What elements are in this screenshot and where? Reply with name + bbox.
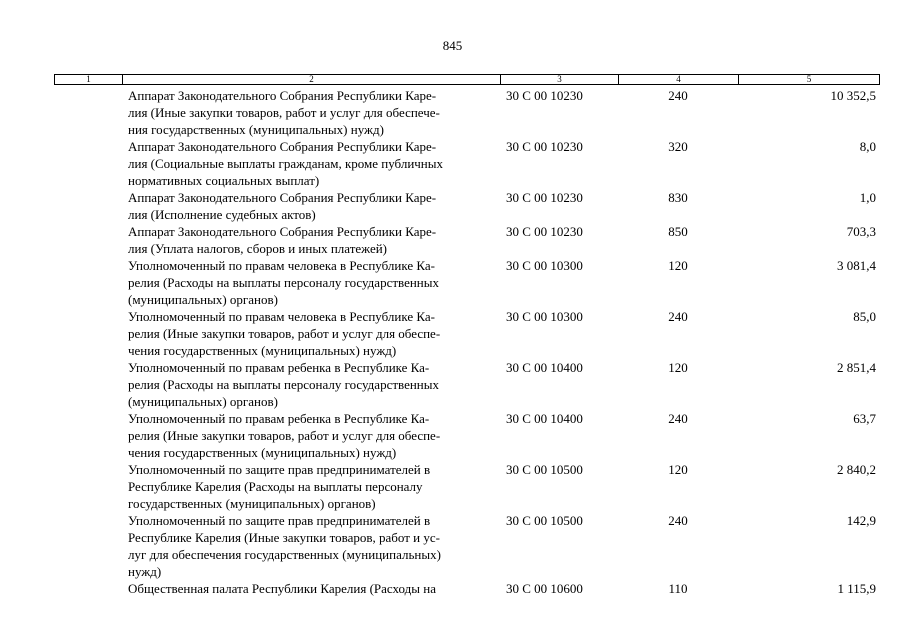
row-code: 30 С 00 10230 xyxy=(506,224,583,239)
row-code: 30 С 00 10300 xyxy=(506,309,583,324)
row-code: 30 С 00 10400 xyxy=(506,360,583,375)
row-spacer xyxy=(54,189,128,223)
row-spacer xyxy=(54,461,128,512)
row-spacer xyxy=(54,359,128,410)
description-line: Уполномоченный по защите прав предпринимателей в xyxy=(128,462,431,477)
row-spacer xyxy=(54,257,128,308)
row-amount: 2 851,4 xyxy=(837,360,876,375)
description-line: лия (Уплата налогов, сборов и иных платежей) xyxy=(128,241,388,256)
row-type: 240 xyxy=(668,513,688,528)
table-row xyxy=(54,410,880,461)
row-amount: 1 115,9 xyxy=(837,581,876,596)
description-line: Аппарат Законодательного Собрания Республики Каре- xyxy=(128,190,437,205)
row-amount: 63,7 xyxy=(853,411,876,426)
description-line: (муниципальных) органов) xyxy=(128,292,278,307)
table-row xyxy=(54,308,880,359)
row-description xyxy=(128,359,500,410)
description-line: лия (Социальные выплаты гражданам, кроме публичных xyxy=(128,156,444,171)
header-col-2: 2 xyxy=(123,75,501,84)
row-amount: 10 352,5 xyxy=(830,88,876,103)
row-description xyxy=(128,580,500,597)
description-line: Уполномоченный по правам ребенка в Республике Ка- xyxy=(128,411,430,426)
row-type: 850 xyxy=(668,224,688,239)
row-type: 240 xyxy=(668,88,688,103)
description-line: релия (Иные закупки товаров, работ и услуг для обеспе- xyxy=(128,428,441,443)
row-description xyxy=(128,138,500,189)
row-type: 320 xyxy=(668,139,688,154)
description-line: релия (Расходы на выплаты персоналу государственных xyxy=(128,275,439,290)
description-line: Уполномоченный по правам ребенка в Республике Ка- xyxy=(128,360,430,375)
row-description xyxy=(128,87,500,138)
row-description xyxy=(128,512,500,580)
row-type: 120 xyxy=(668,360,688,375)
table-row xyxy=(54,223,880,257)
row-type: 120 xyxy=(668,258,688,273)
description-line: чения государственных (муниципальных) нужд) xyxy=(128,343,397,358)
page-number: 845 xyxy=(442,38,463,53)
table-row xyxy=(54,461,880,512)
description-line: нормативных социальных выплат) xyxy=(128,173,320,188)
row-code: 30 С 00 10230 xyxy=(506,88,583,103)
row-description xyxy=(128,308,500,359)
description-line: Аппарат Законодательного Собрания Республики Каре- xyxy=(128,224,437,239)
header-col-1: 1 xyxy=(55,75,123,84)
row-code: 30 С 00 10230 xyxy=(506,139,583,154)
description-line: релия (Расходы на выплаты персоналу государственных xyxy=(128,377,439,392)
row-code: 30 С 00 10400 xyxy=(506,411,583,426)
row-code: 30 С 00 10300 xyxy=(506,258,583,273)
description-line: Республике Карелия (Иные закупки товаров, работ и ус- xyxy=(128,530,440,545)
header-col-3: 3 xyxy=(501,75,619,84)
row-type: 240 xyxy=(668,411,688,426)
row-spacer xyxy=(54,138,128,189)
description-line: лия (Исполнение судебных актов) xyxy=(128,207,316,222)
description-line: Аппарат Законодательного Собрания Республики Каре- xyxy=(128,88,437,103)
row-amount: 3 081,4 xyxy=(837,258,876,273)
description-line: Уполномоченный по правам человека в Республике Ка- xyxy=(128,309,435,324)
table-row xyxy=(54,138,880,189)
row-spacer xyxy=(54,87,128,138)
row-amount: 703,3 xyxy=(846,224,876,239)
row-code: 30 С 00 10600 xyxy=(506,581,583,596)
header-col-5: 5 xyxy=(806,74,812,84)
description-line: Общественная палата Республики Карелия (Расходы на xyxy=(128,581,436,596)
header-col-4: 4 xyxy=(619,75,739,84)
row-description xyxy=(128,189,500,223)
row-type: 120 xyxy=(668,462,688,477)
row-description xyxy=(128,410,500,461)
description-line: чения государственных (муниципальных) нужд) xyxy=(128,445,397,460)
table-body xyxy=(54,87,880,597)
table-row xyxy=(54,580,880,597)
row-amount: 85,0 xyxy=(853,309,876,324)
table-row xyxy=(54,257,880,308)
description-line: луг для обеспечения государственных (муниципальных) xyxy=(128,547,441,562)
row-type: 240 xyxy=(668,309,688,324)
row-code: 30 С 00 10500 xyxy=(506,513,583,528)
description-line: Уполномоченный по правам человека в Республике Ка- xyxy=(128,258,435,273)
row-spacer xyxy=(54,512,128,580)
row-amount: 142,9 xyxy=(846,513,876,528)
row-spacer xyxy=(54,410,128,461)
row-type: 830 xyxy=(668,190,688,205)
description-line: Уполномоченный по защите прав предпринимателей в xyxy=(128,513,431,528)
row-spacer xyxy=(54,223,128,257)
row-description xyxy=(128,223,500,257)
row-description xyxy=(128,257,500,308)
row-description xyxy=(128,461,500,512)
row-code: 30 С 00 10230 xyxy=(506,190,583,205)
row-amount: 1,0 xyxy=(859,190,876,205)
description-line: Аппарат Законодательного Собрания Республики Каре- xyxy=(128,139,437,154)
table-header xyxy=(54,74,880,85)
row-spacer xyxy=(54,308,128,359)
description-line: нужд) xyxy=(128,564,162,579)
table-row xyxy=(54,512,880,580)
description-line: лия (Иные закупки товаров, работ и услуг для обеспече- xyxy=(128,105,440,120)
row-code: 30 С 00 10500 xyxy=(506,462,583,477)
description-line: государственных (муниципальных) органов) xyxy=(128,496,376,511)
description-line: ния государственных (муниципальных) нужд) xyxy=(128,122,384,137)
row-type: 110 xyxy=(668,581,688,596)
row-amount: 8,0 xyxy=(859,139,876,154)
row-spacer xyxy=(54,580,128,597)
description-line: релия (Иные закупки товаров, работ и услуг для обеспе- xyxy=(128,326,441,341)
description-line: Республике Карелия (Расходы на выплаты персоналу xyxy=(128,479,423,494)
table-row xyxy=(54,87,880,138)
table-row xyxy=(54,189,880,223)
description-line: (муниципальных) органов) xyxy=(128,394,278,409)
row-amount: 2 840,2 xyxy=(837,462,876,477)
table-row xyxy=(54,359,880,410)
